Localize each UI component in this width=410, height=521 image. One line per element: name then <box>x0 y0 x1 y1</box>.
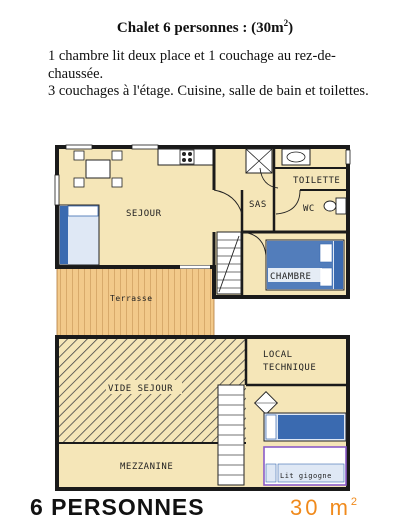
title-sup: 2 <box>283 18 289 28</box>
title-text: Chalet 6 personnes : (30m <box>116 20 284 36</box>
window-top-1 <box>66 145 92 149</box>
label-toilette: TOILETTE <box>293 176 341 186</box>
window-top-2 <box>132 145 158 149</box>
label-mezzanine: MEZZANINE <box>120 462 174 472</box>
footer-area-sup: 2 <box>350 496 361 508</box>
sink <box>282 149 310 165</box>
label-sejour: SEJOUR <box>126 209 162 219</box>
shower-cabinet <box>246 149 272 173</box>
label-lit-gigogne: Lit gigogne <box>280 472 332 480</box>
footer-area-value: 30 m <box>290 495 351 520</box>
title-close: ) <box>288 20 294 36</box>
double-bed <box>266 240 344 290</box>
label-local-line2: TECHNIQUE <box>263 363 317 373</box>
window-left <box>55 175 59 205</box>
description-line-2: 3 couchages à l'étage. Cuisine, salle de bain et toilettes. <box>48 83 369 99</box>
single-bed-upper <box>264 413 346 441</box>
upper-floor <box>57 337 348 489</box>
ground-floor <box>55 145 350 342</box>
terrace-deck <box>57 268 214 342</box>
sofa-bed <box>59 205 99 265</box>
footer-area <box>290 495 360 521</box>
label-local-line1: LOCAL <box>263 350 293 360</box>
upper-staircase <box>218 385 244 485</box>
label-chambre: CHAMBRE <box>270 272 312 282</box>
description-line-1: 1 chambre lit deux place et 1 couchage au rez-de-chaussée. <box>48 48 336 82</box>
label-terrasse: Terrasse <box>110 294 153 303</box>
label-sas: SAS <box>249 200 267 210</box>
label-wc: WC <box>303 204 315 214</box>
footer-persons: 6 PERSONNES <box>30 494 205 520</box>
label-vide-sejour: VIDE SEJOUR <box>108 384 174 394</box>
bath-window <box>346 150 350 164</box>
ground-staircase <box>217 232 241 294</box>
stove <box>180 150 194 164</box>
